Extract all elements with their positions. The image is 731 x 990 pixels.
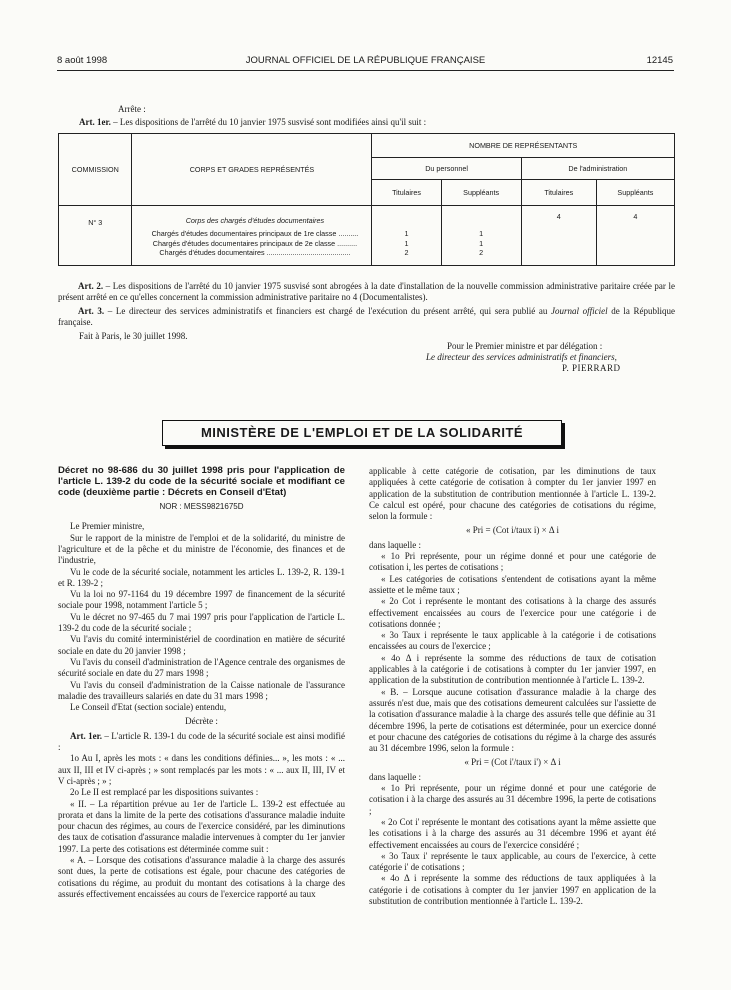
- arrete-fait: Fait à Paris, le 30 juillet 1998.: [79, 331, 188, 341]
- left-para: Vu le code de la sécurité sociale, notamment les articles L. 139-2, R. 139-1 et R. 139-2 ;: [58, 566, 345, 588]
- td-admin-tit: 4: [521, 206, 596, 266]
- decree-title: Décret no 98-686 du 30 juillet 1998 pris pour l'application de l'article L. 139-2 du code de la sécurité sociale et modifiant ce code (deuxième partie : Décrets en Conseil d'Etat): [58, 465, 345, 498]
- left-para: 2o Le II est remplacé par les dispositions suivantes :: [70, 787, 259, 798]
- dans-laquelle-1: dans laquelle :: [369, 539, 421, 550]
- right-para: « 2o Cot i représente le montant des cotisations à la charge des assurés effectivement encaissées au cours de l'exercice pour une catégorie i de cotisations donnée ;: [369, 596, 656, 629]
- corps-row-2: Chargés d'études documentaires principaux de 2e classe ..........: [152, 238, 358, 248]
- corps-row-3: Chargés d'études documentaires ..........................................: [159, 248, 351, 257]
- right-para: « 1o Pri représente, pour un régime donné et pour une catégorie de cotisation i, les pertes de cotisations ;: [369, 551, 656, 573]
- art1-label: Art. 1er.: [79, 117, 111, 127]
- header-journal-title: JOURNAL OFFICIEL DE LA RÉPUBLIQUE FRANÇAISE: [245, 55, 486, 66]
- th-corps: CORPS ET GRADES REPRÉSENTÉS: [132, 134, 372, 206]
- right-para: applicable à cette catégorie de cotisation, par les diminutions de taux appliquées à cette catégorie de cotisation à compter du 1er janvier 1997 en application de la substitution de contribution mentionnée à l'article L. 139-2. Ce calcul est opéré, pour chacune des catégories de cotisations du régime, selon la formule :: [369, 466, 656, 522]
- td-admin-sup: 4: [596, 206, 674, 266]
- right-para: « 3o Taux i représente le taux applicable à la catégorie i de cotisations encaissées au cours de l'exercice ;: [369, 630, 656, 652]
- ministry-heading: MINISTÈRE DE L'EMPLOI ET DE LA SOLIDARITÉ: [162, 420, 562, 446]
- formula-2: « Pri = (Cot i'/taux i') × Δ i: [464, 757, 561, 768]
- th-administration: De l'administration: [521, 158, 674, 180]
- td-corps: [132, 206, 372, 266]
- art3-text-a: – Le directeur des services administratifs et financiers est chargé de l'exécution du présent arrêté, qui sera publié au: [104, 306, 552, 316]
- arrete-art2: [58, 281, 675, 304]
- art3-jo: Journal officiel: [551, 306, 608, 316]
- right-column: [369, 466, 656, 907]
- dans-laquelle-2: dans laquelle :: [369, 771, 421, 782]
- formula-1: « Pri = (Cot i/taux i) × Δ i: [466, 525, 559, 536]
- art3-label: Art. 3.: [78, 306, 105, 316]
- header-page-number: 12145: [646, 55, 673, 66]
- right-para: « 1o Pri représente, pour un régime donné et pour une catégorie de cotisation i à la charge des assurés au 31 décembre 1996, la perte de cotisations ;: [369, 783, 656, 816]
- left-para: Vu la loi no 97-1164 du 19 décembre 1997 de financement de la sécurité sociale pour 1998, notamment l'article 5 ;: [58, 589, 345, 611]
- right-para: « 4o Δ i représente la somme des réductions de taux de cotisation applicables à la catégorie i de cotisations à compter du 1er janvier 1997, en application de la substitution de contribution mentionnée à l'article L. 139-2.: [369, 652, 656, 686]
- left-para: Sur le rapport de la ministre de l'emploi et de la solidarité, du ministre de l'agriculture et de la pêche et du ministre de l'économie, des finances et de l'industrie,: [58, 532, 345, 566]
- right-para: « Les catégories de cotisations s'entendent de cotisations ayant la même assiette et le même taux ;: [369, 573, 656, 595]
- left-para: Vu l'avis du comité interministériel de coordination en matière de sécurité sociale en date du 20 janvier 1998 ;: [58, 634, 345, 656]
- sup-1: 1: [479, 229, 484, 238]
- header-date: 8 août 1998: [57, 55, 108, 66]
- th-personnel: Du personnel: [372, 158, 521, 180]
- art2-text: – Les dispositions de l'arrêté du 10 janvier 1975 susvisé sont abrogées à la date d'installation de la nouvelle commission administrative paritaire créée par le présent arrêté en ce qu'elles concernent la commission administrative paritaire no 4 (Documentalistes).: [58, 281, 675, 303]
- right-para: « 3o Taux i' représente le taux applicable, au cours de l'exercice, à cette catégorie i' de cotisations ;: [369, 850, 656, 873]
- art2-label: Art. 2.: [78, 281, 104, 291]
- decree-art1-text: – L'article R. 139-1 du code de la sécurité sociale est ainsi modifié :: [58, 730, 345, 753]
- tit-2: 1: [404, 238, 409, 248]
- arrete-art1: [79, 117, 675, 128]
- arrete-intro: Arrête :: [118, 104, 146, 114]
- right-para: « B. – Lorsque aucune cotisation d'assurance maladie à la charge des assurés n'est due, mais que des cotisations demeurent calculées sur l'assiette de la cotisation d'assurance maladie à la charge des assurés telle que définie au 31 décembre 1996, la perte de cotisations est déterminée, pour un exercice donné et pour chacune des catégories de cotisations du régime à la charge des assurés au 31 décembre 1996, selon la formule :: [369, 686, 656, 754]
- left-para: Vu le décret no 97-465 du 7 mai 1997 pris pour l'application de l'article L. 139-2 du code de la sécurité sociale ;: [58, 611, 345, 634]
- representatives-table: [58, 133, 675, 266]
- left-para: 1o Au I, après les mots : « dans les conditions définies... », les mots : « ... aux II, III et IV ci-après ; » sont remplacés par les mots : « ... aux II, III, IV et V ci-après ; » ;: [58, 753, 345, 786]
- decrete: Décrète :: [185, 716, 218, 727]
- sup-2: 1: [479, 238, 484, 248]
- arrete-art3: [58, 306, 675, 329]
- td-suppleants: [441, 206, 521, 266]
- art3-text-b: de la République française.: [58, 306, 675, 328]
- th-nombre: NOMBRE DE REPRÉSENTANTS: [372, 134, 675, 158]
- th-suppleants: Suppléants: [441, 180, 521, 206]
- left-para: Le Conseil d'Etat (section sociale) entendu,: [70, 702, 227, 713]
- tit-1: 1: [404, 229, 409, 238]
- signature-line-2: Le directeur des services administratifs et financiers,: [426, 352, 617, 362]
- signature-line-1: Pour le Premier ministre et par délégation :: [447, 341, 603, 351]
- right-para: « 2o Cot i' représente le montant des cotisations ayant la même assiette que les cotisations i à la charge des assurés au 31 décembre 1996 et ayant été effectivement encaissées au cours de l'exercice considéré ;: [369, 816, 656, 850]
- right-para: « 4o Δ i représente la somme des réductions de taux appliquées à la catégorie i de cotisations à compter du 1er janvier 1997 en application de la substitution de contribution mentionnée à l'article L. 139-2.: [369, 873, 656, 906]
- td-titulaires: [372, 206, 441, 266]
- header-rule: [57, 70, 674, 71]
- th-commission: COMMISSION: [59, 134, 132, 206]
- th-titulaires-admin: Titulaires: [521, 180, 596, 206]
- decree-nor: NOR : MESS9821675D: [159, 502, 244, 512]
- left-para: Le Premier ministre,: [70, 521, 145, 532]
- th-suppleants-admin: Suppléants: [596, 180, 674, 206]
- left-para: Vu l'avis du conseil d'administration de l'Agence centrale des organismes de sécurité sociale en date du 27 mars 1998 ;: [58, 656, 345, 679]
- left-para: « II. – La répartition prévue au 1er de l'article L. 139-2 est effectuée au prorata et dans la limite de la perte des cotisations d'assurance maladie induite pour chacun des régimes, au cours de l'exercice considéré, par les diminutions des taux de cotisation d'assurance maladie intervenues à compter du 1er janvier 1997. La perte des cotisations est déterminée comme suit :: [58, 798, 345, 854]
- td-commission: N° 3: [59, 206, 132, 266]
- th-titulaires: Titulaires: [372, 180, 441, 206]
- left-para: Vu l'avis du conseil d'administration de la Caisse nationale de l'assurance maladie des travailleurs salariés en date du 31 mars 1998 ;: [58, 679, 345, 701]
- art1-text: – Les dispositions de l'arrêté du 10 janvier 1975 susvisé sont modifiées ainsi qu'il suit :: [110, 117, 427, 127]
- signature-name: P. PIERRARD: [562, 363, 621, 373]
- tit-3: 2: [404, 248, 409, 257]
- left-column: [58, 466, 345, 900]
- corps-title: Corps des chargés d'études documentaires: [185, 216, 325, 225]
- decree-art1-label: Art. 1er.: [70, 730, 103, 741]
- decree-art1: [58, 731, 345, 754]
- left-para: « A. – Lorsque des cotisations d'assurance maladie à la charge des assurés sont dues, la perte de cotisations est égale, pour chacune des catégories de cotisations du régime, au produit du montant des cotisations à la charge des assurés effectivement encaissées au cours de l'exercice rapporté au taux: [58, 855, 345, 899]
- corps-row-1: Chargés d'études documentaires principaux de 1re classe ..........: [151, 229, 359, 238]
- sup-3: 2: [479, 248, 484, 257]
